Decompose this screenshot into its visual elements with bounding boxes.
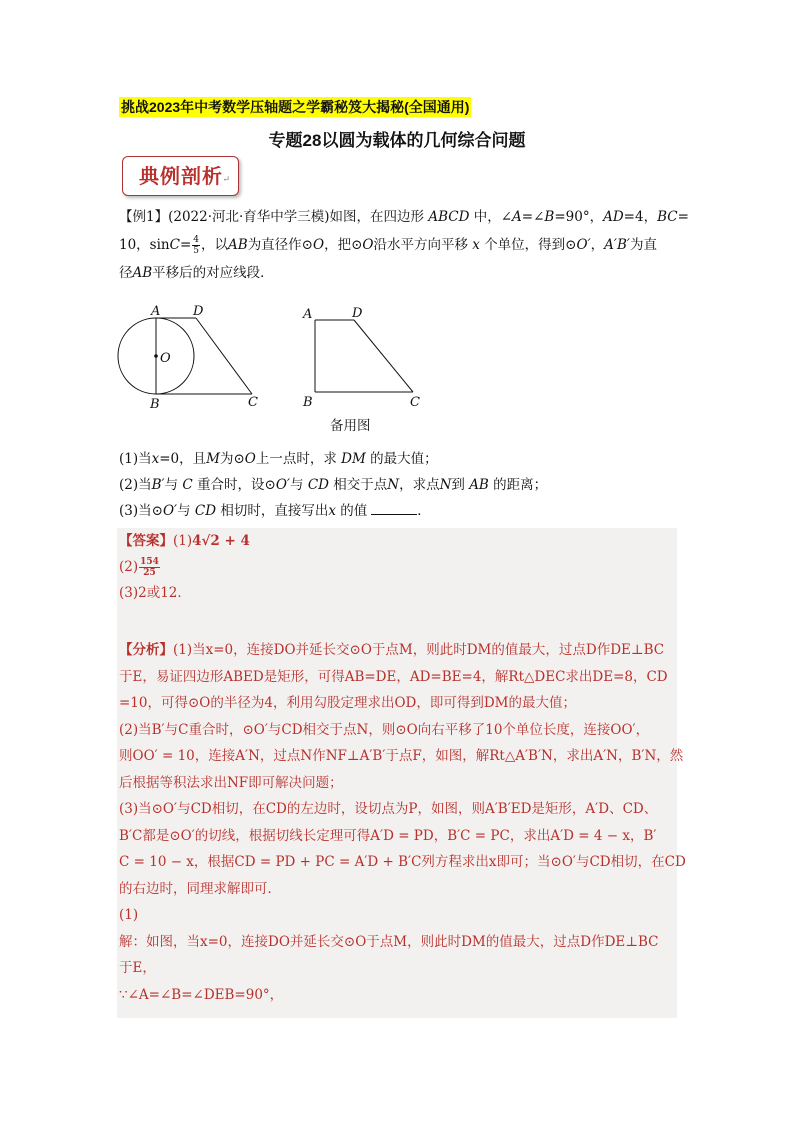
text: (2)当 xyxy=(119,477,152,493)
question-2 xyxy=(119,472,675,498)
text: 个单位，得到⊙ xyxy=(484,237,577,253)
text: ，把⊙ xyxy=(324,237,363,253)
text: AB xyxy=(228,237,248,253)
answer-2-fraction xyxy=(139,557,160,578)
text: O′ xyxy=(162,503,178,519)
text: (3)当⊙ xyxy=(119,503,163,519)
text: M xyxy=(206,451,220,467)
page-title: 专题28以圆为载体的几何综合问题 xyxy=(268,131,526,150)
text: 相交于点 xyxy=(333,477,388,493)
text: 为直径作⊙ xyxy=(247,237,313,253)
label-c: C xyxy=(248,395,258,410)
analysis-line-9: C = 10 − x，根据CD = PD + PC = A′D + B′C列方程求出x即可；当⊙O′与CD相切，在CD xyxy=(119,854,686,870)
text: AB xyxy=(132,265,153,281)
text: 的距离； xyxy=(493,477,548,493)
text: 中，∠ xyxy=(473,209,513,225)
text: 相切时，直接写出 xyxy=(220,503,329,519)
text: 到 xyxy=(451,477,465,493)
text: C xyxy=(182,477,193,493)
solution-line-1: (1) xyxy=(119,907,139,923)
text: =0，且 xyxy=(159,451,207,467)
text: 为⊙ xyxy=(219,451,245,467)
text: (2) xyxy=(119,559,139,575)
text: DM xyxy=(341,451,366,467)
text: AB xyxy=(469,477,489,493)
label-d-spare: D xyxy=(352,306,363,321)
solution-line-3: 于E， xyxy=(119,960,156,976)
text: ，求点 xyxy=(399,477,440,493)
question-1 xyxy=(119,446,675,472)
main-figure xyxy=(118,318,252,394)
text: AD xyxy=(603,209,624,225)
text: O xyxy=(362,237,374,253)
label-d: D xyxy=(193,304,204,319)
text: C xyxy=(169,237,180,253)
text: 10，sin xyxy=(119,237,170,253)
text: O′ xyxy=(576,237,591,253)
answer-line-2 xyxy=(119,554,675,580)
fraction-numerator: 4 xyxy=(193,235,200,245)
analysis-line-3: =10，可得⊙O的半径为4，利用勾股定理求出OD，即可得到DM的最大值； xyxy=(119,695,576,711)
text: CD xyxy=(194,503,217,519)
answer-line-1 xyxy=(119,528,675,554)
text: ABCD xyxy=(428,209,470,225)
text: O xyxy=(313,237,325,253)
text: x xyxy=(151,451,160,467)
analysis-line-4: (2)当B′与C重合时，⊙O′与CD相交于点N，则⊙O向右平移了10个单位长度，连接OO′， xyxy=(119,721,650,738)
text: N xyxy=(387,477,400,493)
text: 的值 xyxy=(340,503,368,519)
series-banner: 挑战2023年中考数学压轴题之学霸秘笈大揭秘(全国通用) xyxy=(121,99,470,115)
text: 上一点时，求 xyxy=(255,451,337,467)
analysis-line-1 xyxy=(119,637,675,664)
fraction-numerator: 154 xyxy=(140,557,159,567)
label-c-spare: C xyxy=(410,395,420,410)
answer-line-3: (3)2或12． xyxy=(119,585,191,601)
text: B′ xyxy=(151,477,165,493)
text: ，以 xyxy=(201,237,229,253)
analysis-line-8: B′C都是⊙O′的切线，根据切线长定理可得A′D = PD，B′C = PC，求出A′D = 4 − x，B′ xyxy=(119,827,657,844)
solution-line-4: ∵∠A=∠B=∠DEB=90°， xyxy=(119,986,284,1003)
text: 平移后的对应线段． xyxy=(152,265,274,281)
text: N xyxy=(439,477,452,493)
label-b-spare: B xyxy=(303,395,313,410)
text: 与 xyxy=(164,477,179,493)
text: 重合时，设⊙ xyxy=(197,477,276,493)
text: 【例1】(2022·河北·育华中学三模)如图，在四边形 xyxy=(119,209,425,225)
text: =90°， xyxy=(554,209,604,225)
geometry-figures xyxy=(113,300,443,435)
fraction xyxy=(192,235,200,256)
text: x xyxy=(472,237,480,253)
text: BC xyxy=(657,209,678,225)
label-b: B xyxy=(150,397,160,412)
text: 的最大值； xyxy=(370,451,438,467)
problem-line-3 xyxy=(119,259,675,287)
answer-1-value: 4√2 + 4 xyxy=(192,533,250,549)
fraction-denominator: 5 xyxy=(193,246,200,256)
text: 沿水平方向平移 xyxy=(373,237,468,253)
label-a-spare: A xyxy=(303,307,313,322)
text: x xyxy=(328,503,336,519)
problem-statement xyxy=(119,203,689,287)
analysis-line-5: 则OO′ = 10，连接A′N，过点N作NF⊥A′B′于点F，如图，解Rt△A′B′N，求出A′N，B′N，然 xyxy=(119,748,684,764)
center-point xyxy=(155,355,158,358)
text: 径 xyxy=(119,265,133,281)
text: 为直 xyxy=(629,237,657,253)
text: CD xyxy=(307,477,329,493)
badge-label: 典例剖析 xyxy=(139,164,223,188)
text: ． xyxy=(417,503,431,519)
text: = xyxy=(677,209,689,225)
label-a: A xyxy=(151,304,161,319)
analysis-block xyxy=(119,637,686,1008)
question-3 xyxy=(119,498,675,524)
text: (1) xyxy=(173,533,193,549)
text: = xyxy=(179,237,192,253)
solution-line-2: 解：如图，当x=0，连接DO并延长交⊙O于点M，则此时DM的值最大，过点D作DE⊥BC xyxy=(119,933,659,950)
answer-block xyxy=(119,528,675,606)
analysis-line-6: 后根据等积法求出NF即可解决问题； xyxy=(119,774,343,791)
figure-caption: 备用图 xyxy=(330,418,371,434)
analysis-line-10: 的右边时，同理求解即可． xyxy=(119,880,281,897)
analysis-label: 【分析】 xyxy=(119,642,173,658)
text: A xyxy=(512,209,522,225)
section-badge xyxy=(122,156,239,196)
segment-dc xyxy=(196,318,252,394)
fraction-denominator: 25 xyxy=(143,568,156,578)
text: ， xyxy=(590,237,605,253)
text: (1)当 xyxy=(119,451,152,467)
text: =4， xyxy=(623,209,658,225)
analysis-line-7: (3)当⊙O′与CD相切，在CD的左边时，设切点为P，如图，则A′B′ED是矩形，A′D、CD、 xyxy=(119,801,658,817)
questions xyxy=(119,446,675,524)
problem-line-1 xyxy=(119,203,689,231)
analysis-line-2: 于E，易证四边形ABED是矩形，可得AB=DE，AD=BE=4，解Rt△DEC求出DE=8，CD xyxy=(119,668,668,685)
answer-blank xyxy=(371,500,417,515)
segment-dc-spare xyxy=(354,320,413,392)
text: 与 xyxy=(290,477,304,493)
text: =∠ xyxy=(521,209,545,225)
text: B xyxy=(544,209,555,225)
paragraph-mark-icon: ↵ xyxy=(222,175,230,185)
spare-figure xyxy=(315,320,413,392)
text: O xyxy=(244,451,256,467)
text: (1)当x=0，连接DO并延长交⊙O于点M，则此时DM的值最大，过点D作DE⊥BC xyxy=(173,642,665,658)
answer-label: 【答案】 xyxy=(119,533,173,549)
text: A′B′ xyxy=(604,237,630,253)
text: O′ xyxy=(275,477,291,493)
problem-line-2 xyxy=(119,231,675,259)
text: 与 xyxy=(177,503,191,519)
label-o: O xyxy=(160,351,171,366)
